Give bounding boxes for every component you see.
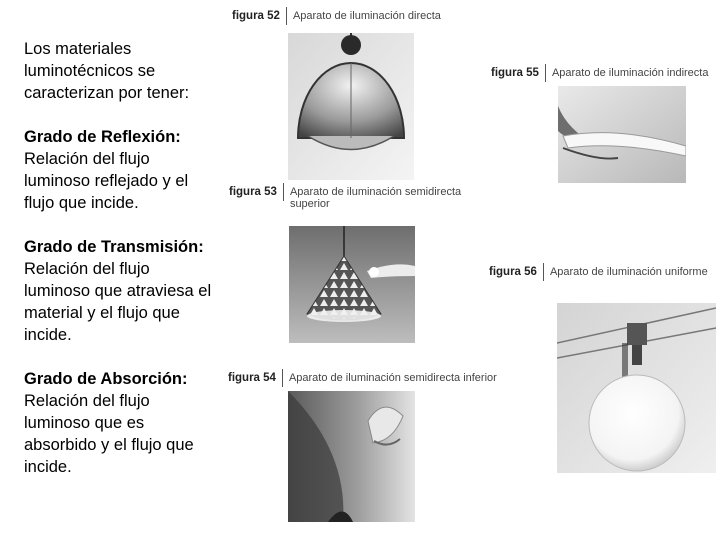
figure-55-number: figura 55 (491, 67, 539, 79)
figure-54-photo (288, 391, 415, 522)
figure-54-number: figura 54 (228, 372, 276, 384)
figure-54-caption (228, 372, 497, 387)
figure-52-number: figura 52 (232, 10, 280, 22)
figure-55-desc: Aparato de iluminación indirecta (551, 67, 709, 79)
figure-53-photo (289, 226, 415, 343)
absorcion-desc: Relación del flujo luminoso que es absorbido y el flujo que incide. (24, 392, 194, 476)
figure-52-photo (288, 33, 414, 180)
intro-text: Los materiales luminotécnicos se caracterizan por tener: (24, 40, 190, 102)
figure-53-number: figura 53 (229, 186, 277, 198)
figure-56-caption (489, 266, 708, 281)
figure-52-desc: Aparato de iluminación directa (292, 10, 441, 22)
absorcion-term: Grado de Absorción: (24, 370, 188, 388)
transmision-paragraph (24, 236, 220, 346)
figure-56-number: figura 56 (489, 266, 537, 278)
figure-52-caption (232, 10, 441, 25)
figure-55-photo (558, 86, 686, 183)
figure-55-caption (491, 67, 708, 82)
reflexion-paragraph (24, 126, 220, 214)
transmision-term: Grado de Transmisión: (24, 238, 204, 256)
reflexion-desc: Relación del flujo luminoso reflejado y el flujo que incide. (24, 150, 189, 212)
figure-56-photo (557, 303, 716, 473)
figure-53-desc: Aparato de iluminación semidirecta superior (289, 186, 462, 210)
absorcion-paragraph (24, 368, 220, 478)
figure-53-caption (229, 186, 461, 210)
figure-54-desc: Aparato de iluminación semidirecta inferior (288, 372, 497, 384)
transmision-desc: Relación del flujo luminoso que atraviesa el material y el flujo que incide. (24, 260, 212, 344)
figure-56-desc: Aparato de iluminación uniforme (549, 266, 708, 278)
reflexion-term: Grado de Reflexión: (24, 128, 181, 146)
definitions-text (24, 38, 220, 500)
